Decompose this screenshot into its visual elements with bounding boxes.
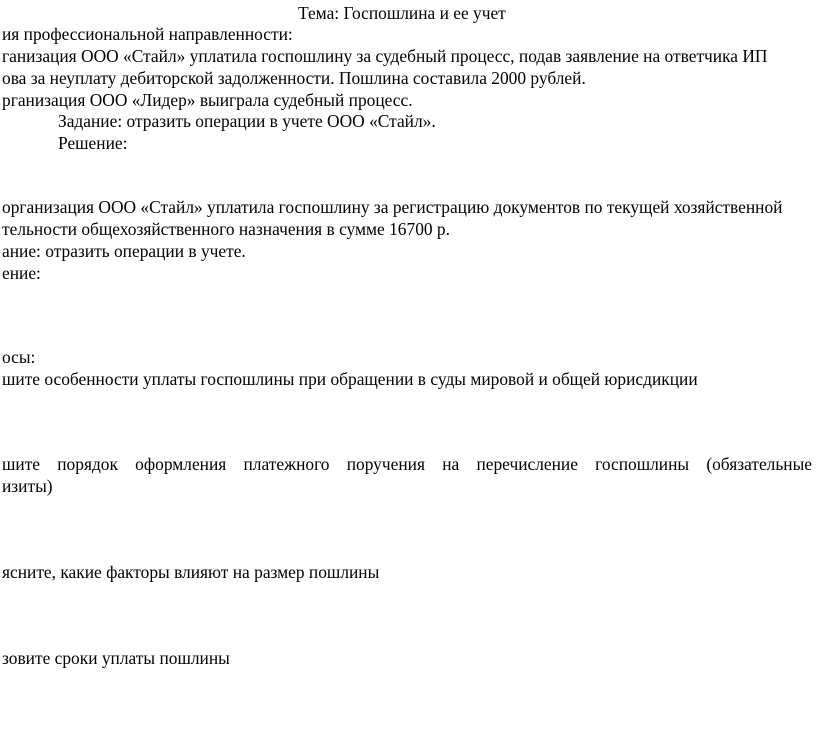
page-title: Тема: Госпошлина и ее учет: [298, 3, 506, 23]
task1-solution-label: Решение:: [58, 133, 128, 153]
question-2-word: порядок: [57, 454, 118, 474]
question-4: зовите сроки уплаты пошлины: [2, 648, 230, 668]
questions-heading: осы:: [2, 347, 36, 367]
section-heading: ия профессиональной направленности:: [2, 24, 293, 44]
task2-line2: тельности общехозяйственного назначения в сумме 16700 р.: [2, 219, 450, 239]
task2-solution-label: ение:: [2, 263, 41, 283]
question-1: шите особенности уплаты госпошлины при обращении в суды мировой и общей юрисдикции: [2, 369, 698, 389]
question-2-line1: [2, 453, 812, 475]
question-2-word: оформления: [135, 454, 227, 474]
question-3: ясните, какие факторы влияют на размер пошлины: [2, 562, 380, 582]
question-2-word: перечисление: [476, 454, 578, 474]
task1-line3: рганизация ООО «Лидер» выиграла судебный процесс.: [2, 90, 413, 110]
question-2-word: госпошлины: [595, 454, 690, 474]
question-2-word: поручения: [346, 454, 425, 474]
task1-line2: ова за неуплату дебиторской задолженности. Пошлина составила 2000 рублей.: [2, 68, 586, 88]
question-2-word: (обязательные: [706, 454, 812, 474]
question-2-word: платежного: [243, 454, 330, 474]
question-2-line2: изиты): [2, 476, 53, 496]
task1-assignment: Задание: отразить операции в учете ООО «Стайл».: [58, 111, 436, 131]
question-2-word: на: [442, 454, 460, 474]
task2-assignment: ание: отразить операции в учете.: [2, 241, 246, 261]
task2-line1: организация ООО «Стайл» уплатила госпошлину за регистрацию документов по текущей хозяйственной: [2, 197, 783, 217]
task1-line1: ганизация ООО «Стайл» уплатила госпошлину за судебный процесс, подав заявление на ответчика ИП: [2, 46, 768, 66]
question-2-word: шите: [2, 454, 41, 474]
